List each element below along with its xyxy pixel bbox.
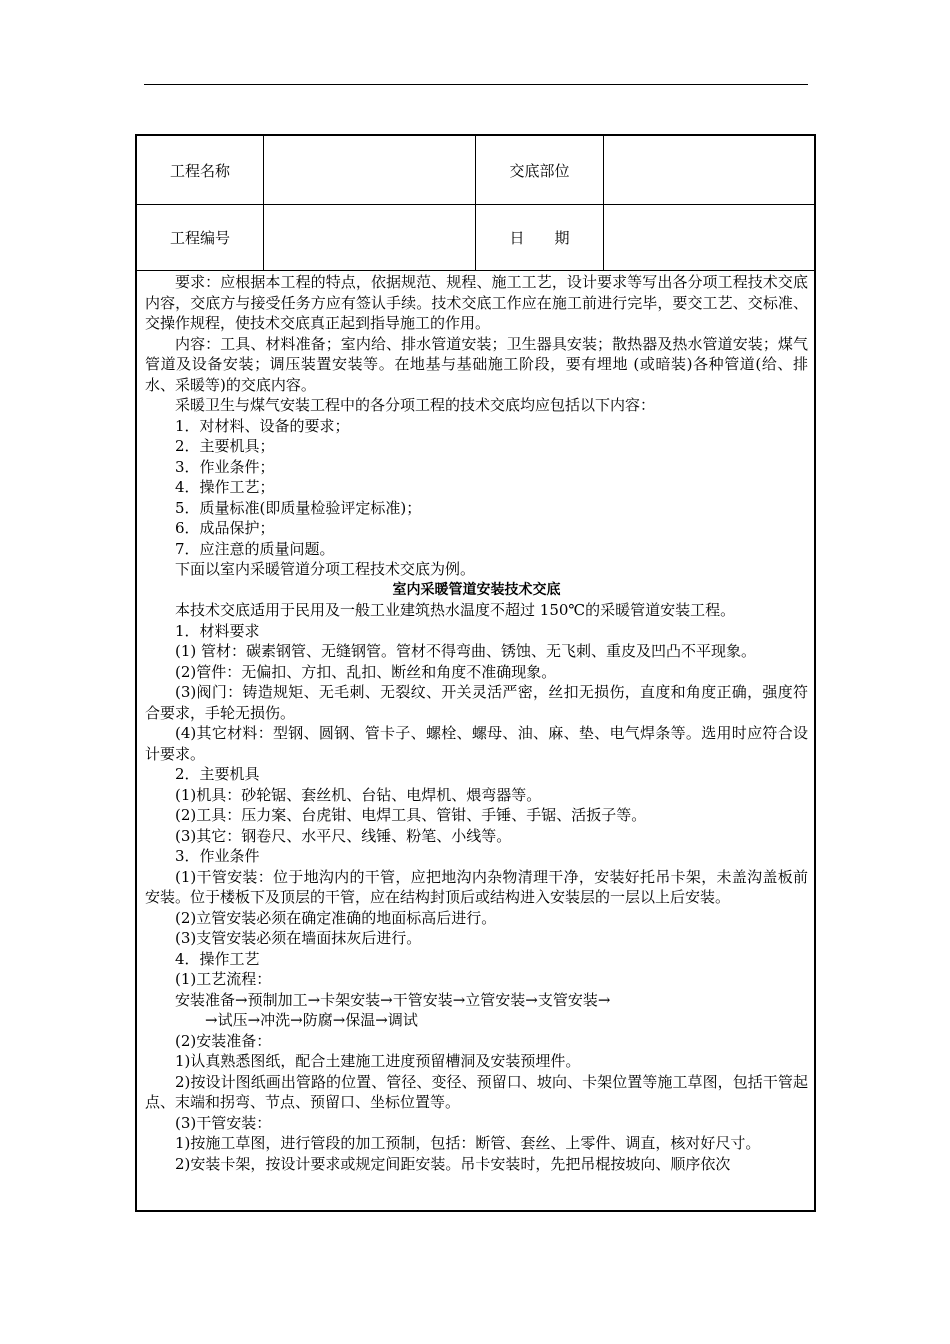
list-item: 7．应注意的质量问题。 [175, 539, 335, 558]
body-paragraph: 2)按设计图纸画出管路的位置、管径、变径、预留口、坡向、卡架位置等施工草图，包括干管起点、末端和拐弯、节点、预留口、坐标位置等。 [145, 1072, 808, 1111]
body-paragraph: (3)其它：钢卷尺、水平尺、线锤、粉笔、小线等。 [175, 826, 512, 845]
list-item: 1．对材料、设备的要求； [175, 416, 350, 435]
date-field[interactable] [604, 204, 814, 270]
project-no-field[interactable] [264, 204, 476, 270]
section-heading: 3．作业条件 [175, 847, 260, 865]
list-item: 6．成品保护； [175, 519, 275, 537]
scope-paragraph: 本技术交底适用于民用及一般工业建筑热水温度不超过 150℃的采暖管道安装工程。 [175, 601, 736, 619]
section-title: 室内采暖管道安装技术交底 [392, 581, 561, 598]
location-label: 交底部位 [476, 136, 604, 204]
process-flow-line-1: 安装准备→预制加工→卡架安装→干管安装→立管安装→支管安装→ [175, 990, 611, 1009]
body-paragraph: 1)按施工草图，进行管段的加工预制，包括：断管、套丝、上零件、调直，核对好尺寸。 [175, 1134, 761, 1152]
body-paragraph: (2)立管安装必须在确定准确的地面标高后进行。 [175, 908, 497, 927]
list-item: 5．质量标准(即质量检验评定标准)； [175, 498, 422, 517]
location-field[interactable] [604, 136, 814, 204]
project-name-label: 工程名称 [137, 136, 264, 204]
header-row-2 [137, 204, 814, 271]
section-heading: 4．操作工艺 [175, 949, 260, 968]
section-heading: 2．主要机具 [175, 765, 260, 783]
body-paragraph: (1)机具：砂轮锯、套丝机、台钻、电焊机、煨弯器等。 [175, 785, 542, 804]
project-no-label: 工程编号 [137, 204, 264, 270]
body-paragraph: (3)干管安装： [175, 1113, 272, 1132]
body-paragraph: 1)认真熟悉图纸，配合土建施工进度预留槽洞及安装预埋件。 [175, 1052, 581, 1070]
date-label: 日 期 [476, 204, 604, 270]
process-flow-line-2: →试压→冲洗→防腐→保温→调试 [205, 1011, 418, 1029]
body-paragraph: (3)支管安装必须在墙面抹灰后进行。 [175, 929, 422, 947]
body-paragraph: (1)干管安装：位于地沟内的干管，应把地沟内杂物清理干净，安装好托吊卡架，未盖沟盖板前安装。位于楼板下及顶层的干管，应在结构封顶后或结构进入安装层的一层以上后安装。 [145, 867, 808, 906]
disclosure-form [135, 134, 816, 1212]
body-paragraph: (2)安装准备： [175, 1031, 272, 1050]
body-paragraph: 2)安装卡架，按设计要求或规定间距安装。吊卡安装时，先把吊棍按坡向、顺序依次 [175, 1154, 731, 1173]
list-item: 3．作业条件； [175, 457, 275, 476]
requirement-paragraph: 要求：应根据本工程的特点，依据规范、规程、施工工艺，设计要求等写出各分项工程技术交底内容，交底方与接受任务方应有签认手续。技术交底工作应在施工前进行完毕，要交工艺、交标准、交操作规程，使技术交底真正起到指导施工的作用。 [145, 273, 808, 332]
content-paragraph: 内容：工具、材料准备；室内给、排水管道安装；卫生器具安装；散热器及热水管道安装；煤气管道及设备安装；调压装置安装等。在地基与基础施工阶段，要有埋地 (或暗装)各种管道(给、排水、采暖等)的交底内容。 [145, 334, 808, 394]
body-paragraph: (3)阀门：铸造规矩、无毛刺、无裂纹、开关灵活严密，丝扣无损伤，直度和角度正确，强度符合要求，手轮无损伤。 [145, 683, 808, 722]
example-paragraph: 下面以室内采暖管道分项工程技术交底为例。 [175, 560, 476, 578]
list-item: 4．操作工艺； [175, 478, 275, 496]
body-paragraph: (2)管件：无偏扣、方扣、乱扣、断丝和角度不准确现象。 [175, 662, 557, 681]
body-paragraph: (1) 管材：碳素钢管、无缝钢管。管材不得弯曲、锈蚀、无飞刺、重皮及凹凸不平现象。 [175, 642, 757, 660]
list-item: 2．主要机具； [175, 437, 275, 455]
section-heading: 1．材料要求 [175, 621, 260, 640]
header-rule [144, 84, 808, 85]
project-name-field[interactable] [264, 136, 476, 204]
disclosure-body [145, 272, 808, 1174]
body-paragraph: (4)其它材料：型钢、圆钢、管卡子、螺栓、螺母、油、麻、垫、电气焊条等。选用时应符合设计要求。 [145, 724, 808, 763]
intro-paragraph: 采暖卫生与煤气安装工程中的各分项工程的技术交底均应包括以下内容： [175, 396, 656, 414]
body-paragraph: (2)工具：压力案、台虎钳、电焊工具、管钳、手锤、手锯、活扳子等。 [175, 806, 647, 824]
header-row-1 [137, 136, 814, 205]
body-paragraph: (1)工艺流程： [175, 970, 272, 988]
